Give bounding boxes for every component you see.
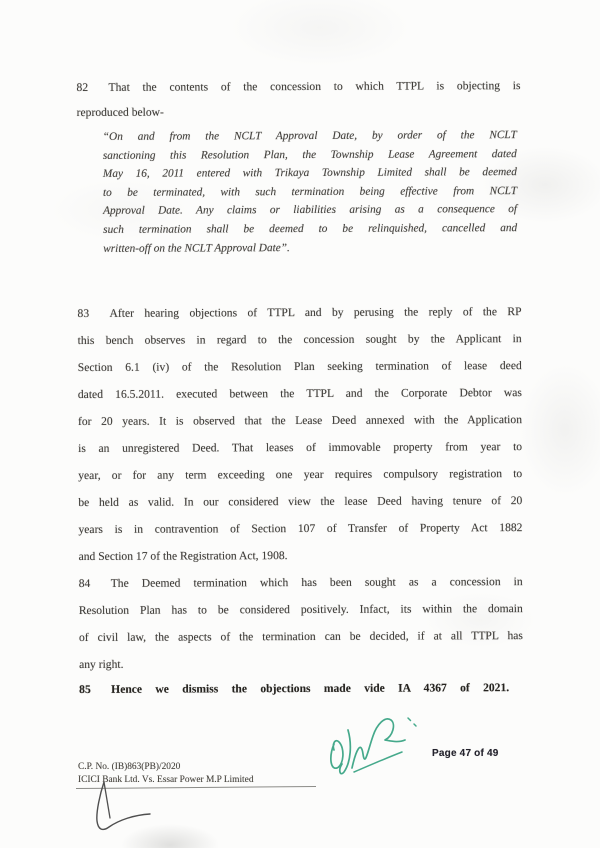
- document-body: [76, 0, 524, 848]
- quote-line: written-off on the NCLT Approval Date”.: [103, 241, 290, 255]
- para-line: reproduced below-: [76, 105, 164, 120]
- paragraph-83: [77, 298, 522, 570]
- para-line: year, or for any term exceeding one year requires compulsory registration to: [78, 467, 523, 482]
- footer-case-title: ICICI Bank Ltd. Vs. Essar Power M.P Limited: [78, 775, 254, 785]
- paragraph-82: [76, 73, 520, 125]
- judge-signature: [318, 710, 428, 782]
- para-number: 85: [79, 682, 91, 696]
- quote-line: to be terminated, with such termination being effective from NCLT: [102, 184, 518, 199]
- para-line: for 20 years. It is observed that the Lease Deed annexed with the Application: [77, 413, 523, 428]
- quoted-concession-block: [103, 126, 518, 258]
- para-line: any right.: [79, 657, 124, 671]
- quote-line: sanctioning this Resolution Plan, the Township Lease Agreement dated: [102, 147, 517, 162]
- paragraph-85-ruling: [79, 675, 509, 702]
- footer-case-number: C.P. No. (IB)863(PB)/2020: [78, 762, 181, 772]
- para-line: is an unregistered Deed. That leases of immovable property from year to: [78, 440, 523, 455]
- para-line: Resolution Plan has to be considered positively. Infact, its within the domain: [78, 602, 523, 617]
- quote-line: “On and from the NCLT Approval Date, by order of the NCLT: [102, 129, 517, 143]
- para-line: be held as valid. In our considered view the lease Deed having tenure of 20: [78, 494, 523, 509]
- para-line: and Section 17 of the Registration Act, 1908.: [78, 549, 288, 563]
- para-line: dated 16.5.2011. executed between the TTPL and the Corporate Debtor was: [77, 386, 522, 402]
- quote-line: May 16, 2011 entered with Trikaya Township Limited shall be deemed: [102, 166, 517, 181]
- para-line: [77, 298, 521, 327]
- para-line: [76, 73, 520, 100]
- para-number: 84: [78, 576, 91, 590]
- para-number: 83: [77, 306, 90, 321]
- page-number: Page 47 of 49: [432, 748, 499, 759]
- paragraph-84: [79, 568, 523, 678]
- pen-scribble: [86, 774, 170, 842]
- para-text: Hence we dismiss the objections made vide IA 4367 of 2021.: [111, 681, 510, 696]
- para-line: of civil law, the aspects of the termination can be decided, if at all TTPL has: [78, 629, 523, 644]
- para-line: [79, 675, 509, 702]
- para-text: After hearing objections of TTPL and by perusing the reply of the RP: [109, 305, 522, 320]
- para-number: 82: [76, 80, 89, 95]
- para-text: The Deemed termination which has been sought as a concession in: [110, 575, 523, 590]
- quote-line: Approval Date. Any claims or liabilities arising as a consequence of: [103, 203, 518, 218]
- quote-line: such termination shall be deemed to be relinquished, cancelled and: [103, 222, 518, 236]
- para-line: this bench observes in regard to the concession sought by the Applicant in: [77, 332, 522, 348]
- para-text: That the contents of the concession to which TTPL is objecting is: [108, 79, 521, 94]
- para-line: [79, 568, 523, 597]
- para-line: years is in contravention of Section 107 of Transfer of Property Act 1882: [78, 521, 523, 536]
- para-line: Section 6.1 (iv) of the Resolution Plan seeking termination of lease deed: [77, 359, 522, 375]
